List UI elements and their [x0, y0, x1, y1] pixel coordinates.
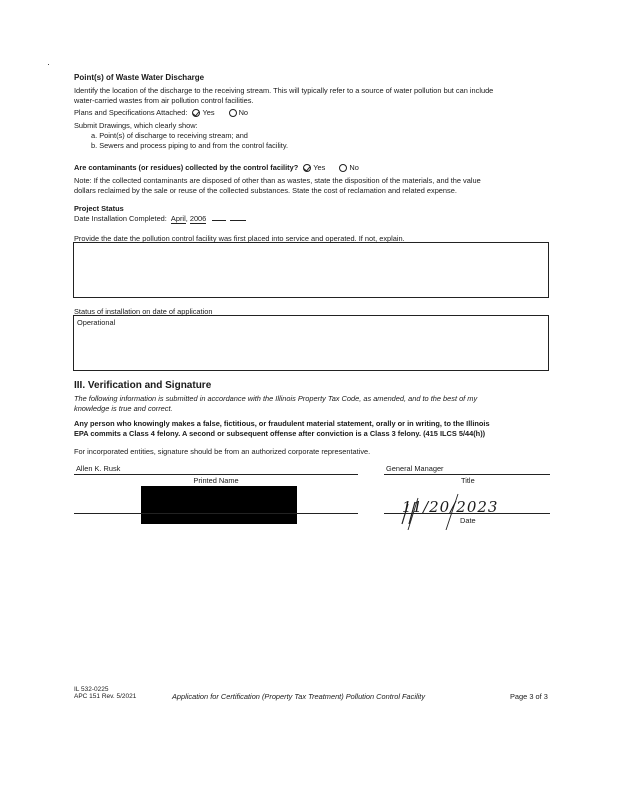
printed-name-label: Printed Name — [193, 476, 239, 485]
title-label: Title — [461, 476, 475, 485]
plans-attached-label: Plans and Specifications Attached: — [74, 108, 188, 117]
service-date-textarea[interactable] — [73, 242, 549, 298]
waste-water-description-line2: water-carried wastes from air pollution control facilities. — [74, 96, 254, 105]
service-date-prompt: Provide the date the pollution control facility was first placed into service and operated. If not, explain. — [74, 234, 405, 243]
date-completed-blank-2 — [230, 220, 246, 221]
plans-attached-row — [74, 108, 248, 117]
corporate-note: For incorporated entities, signature should be from an authorized corporate representative. — [74, 447, 371, 456]
submit-item-b: b. Sewers and process piping to and from the control facility. — [91, 141, 289, 150]
plans-yes-radio[interactable] — [192, 109, 200, 117]
handwritten-date-text: 11/20/2023 — [402, 498, 499, 516]
contaminants-yes-label: Yes — [313, 163, 326, 172]
submit-item-a: a. Point(s) of discharge to receiving stream; and — [91, 131, 248, 140]
date-completed-year[interactable]: 2006 — [189, 214, 207, 223]
plans-yes-label: Yes — [202, 108, 215, 117]
date-completed-month[interactable]: April — [170, 214, 186, 223]
contaminants-question: Are contaminants (or residues) collected by the control facility? — [74, 163, 299, 172]
signature-line — [74, 513, 358, 514]
installation-status-value: Operational — [77, 318, 116, 327]
date-line — [384, 513, 550, 514]
submit-drawings-intro: Submit Drawings, which clearly show: — [74, 121, 198, 130]
waste-water-description-line1: Identify the location of the discharge to the receiving stream. This will typically refer to a source of water pollution but can include — [74, 86, 494, 95]
contaminants-note-line2: dollars reclaimed by the sale or reuse of the collected substances. State the cost of reclamation and related expense. — [74, 186, 457, 195]
installation-status-textarea[interactable] — [73, 315, 549, 371]
date-completed-blank — [212, 220, 226, 221]
printed-name-value[interactable]: Allen K. Rusk — [76, 464, 121, 473]
contaminants-yes-radio[interactable] — [303, 164, 311, 172]
contaminants-no-radio[interactable] — [339, 164, 347, 172]
footer-page-label: Page 3 of 3 — [510, 692, 548, 701]
footer-form-code: IL 532-0225 — [74, 686, 109, 693]
printed-name-line — [74, 474, 358, 475]
title-line — [384, 474, 550, 475]
contaminants-row — [74, 163, 359, 172]
verification-heading: III. Verification and Signature — [74, 380, 212, 391]
plans-no-label: No — [238, 108, 249, 117]
verification-intro-line2: knowledge is true and correct. — [74, 404, 173, 413]
date-completed-label: Date Installation Completed: — [74, 214, 167, 223]
stray-mark — [48, 64, 49, 65]
date-completed-row: Date Installation Completed: April, 2006 — [74, 214, 246, 224]
footer-form-rev: APC 151 Rev. 5/2021 — [74, 693, 137, 700]
footer-form-title: Application for Certification (Property Tax Treatment) Pollution Control Facility — [172, 692, 426, 701]
plans-no-radio[interactable] — [229, 109, 237, 117]
waste-water-heading: Point(s) of Waste Water Discharge — [74, 73, 205, 82]
installation-status-label: Status of installation on date of application — [74, 307, 213, 316]
date-label: Date — [460, 516, 476, 525]
contaminants-note-line1: Note: If the collected contaminants are disposed of other than as wastes, state the disposition of the materials, and the value — [74, 176, 481, 185]
signature-redaction — [141, 486, 297, 524]
felony-warning-line1: Any person who knowingly makes a false, fictitious, or fraudulent material statement, orally or in writing, to the Illinois — [74, 419, 490, 428]
project-status-heading: Project Status — [74, 204, 124, 213]
felony-warning-line2: EPA commits a Class 4 felony. A second or subsequent offense after conviction is a Class 3 felony. (415 ILCS 5/44(h)) — [74, 429, 486, 438]
verification-intro-line1: The following information is submitted in accordance with the Illinois Property Tax Code, as amended, and to the best of my — [74, 394, 478, 403]
handwritten-date — [388, 490, 508, 530]
contaminants-no-label: No — [349, 163, 359, 172]
title-value[interactable]: General Manager — [386, 464, 444, 473]
